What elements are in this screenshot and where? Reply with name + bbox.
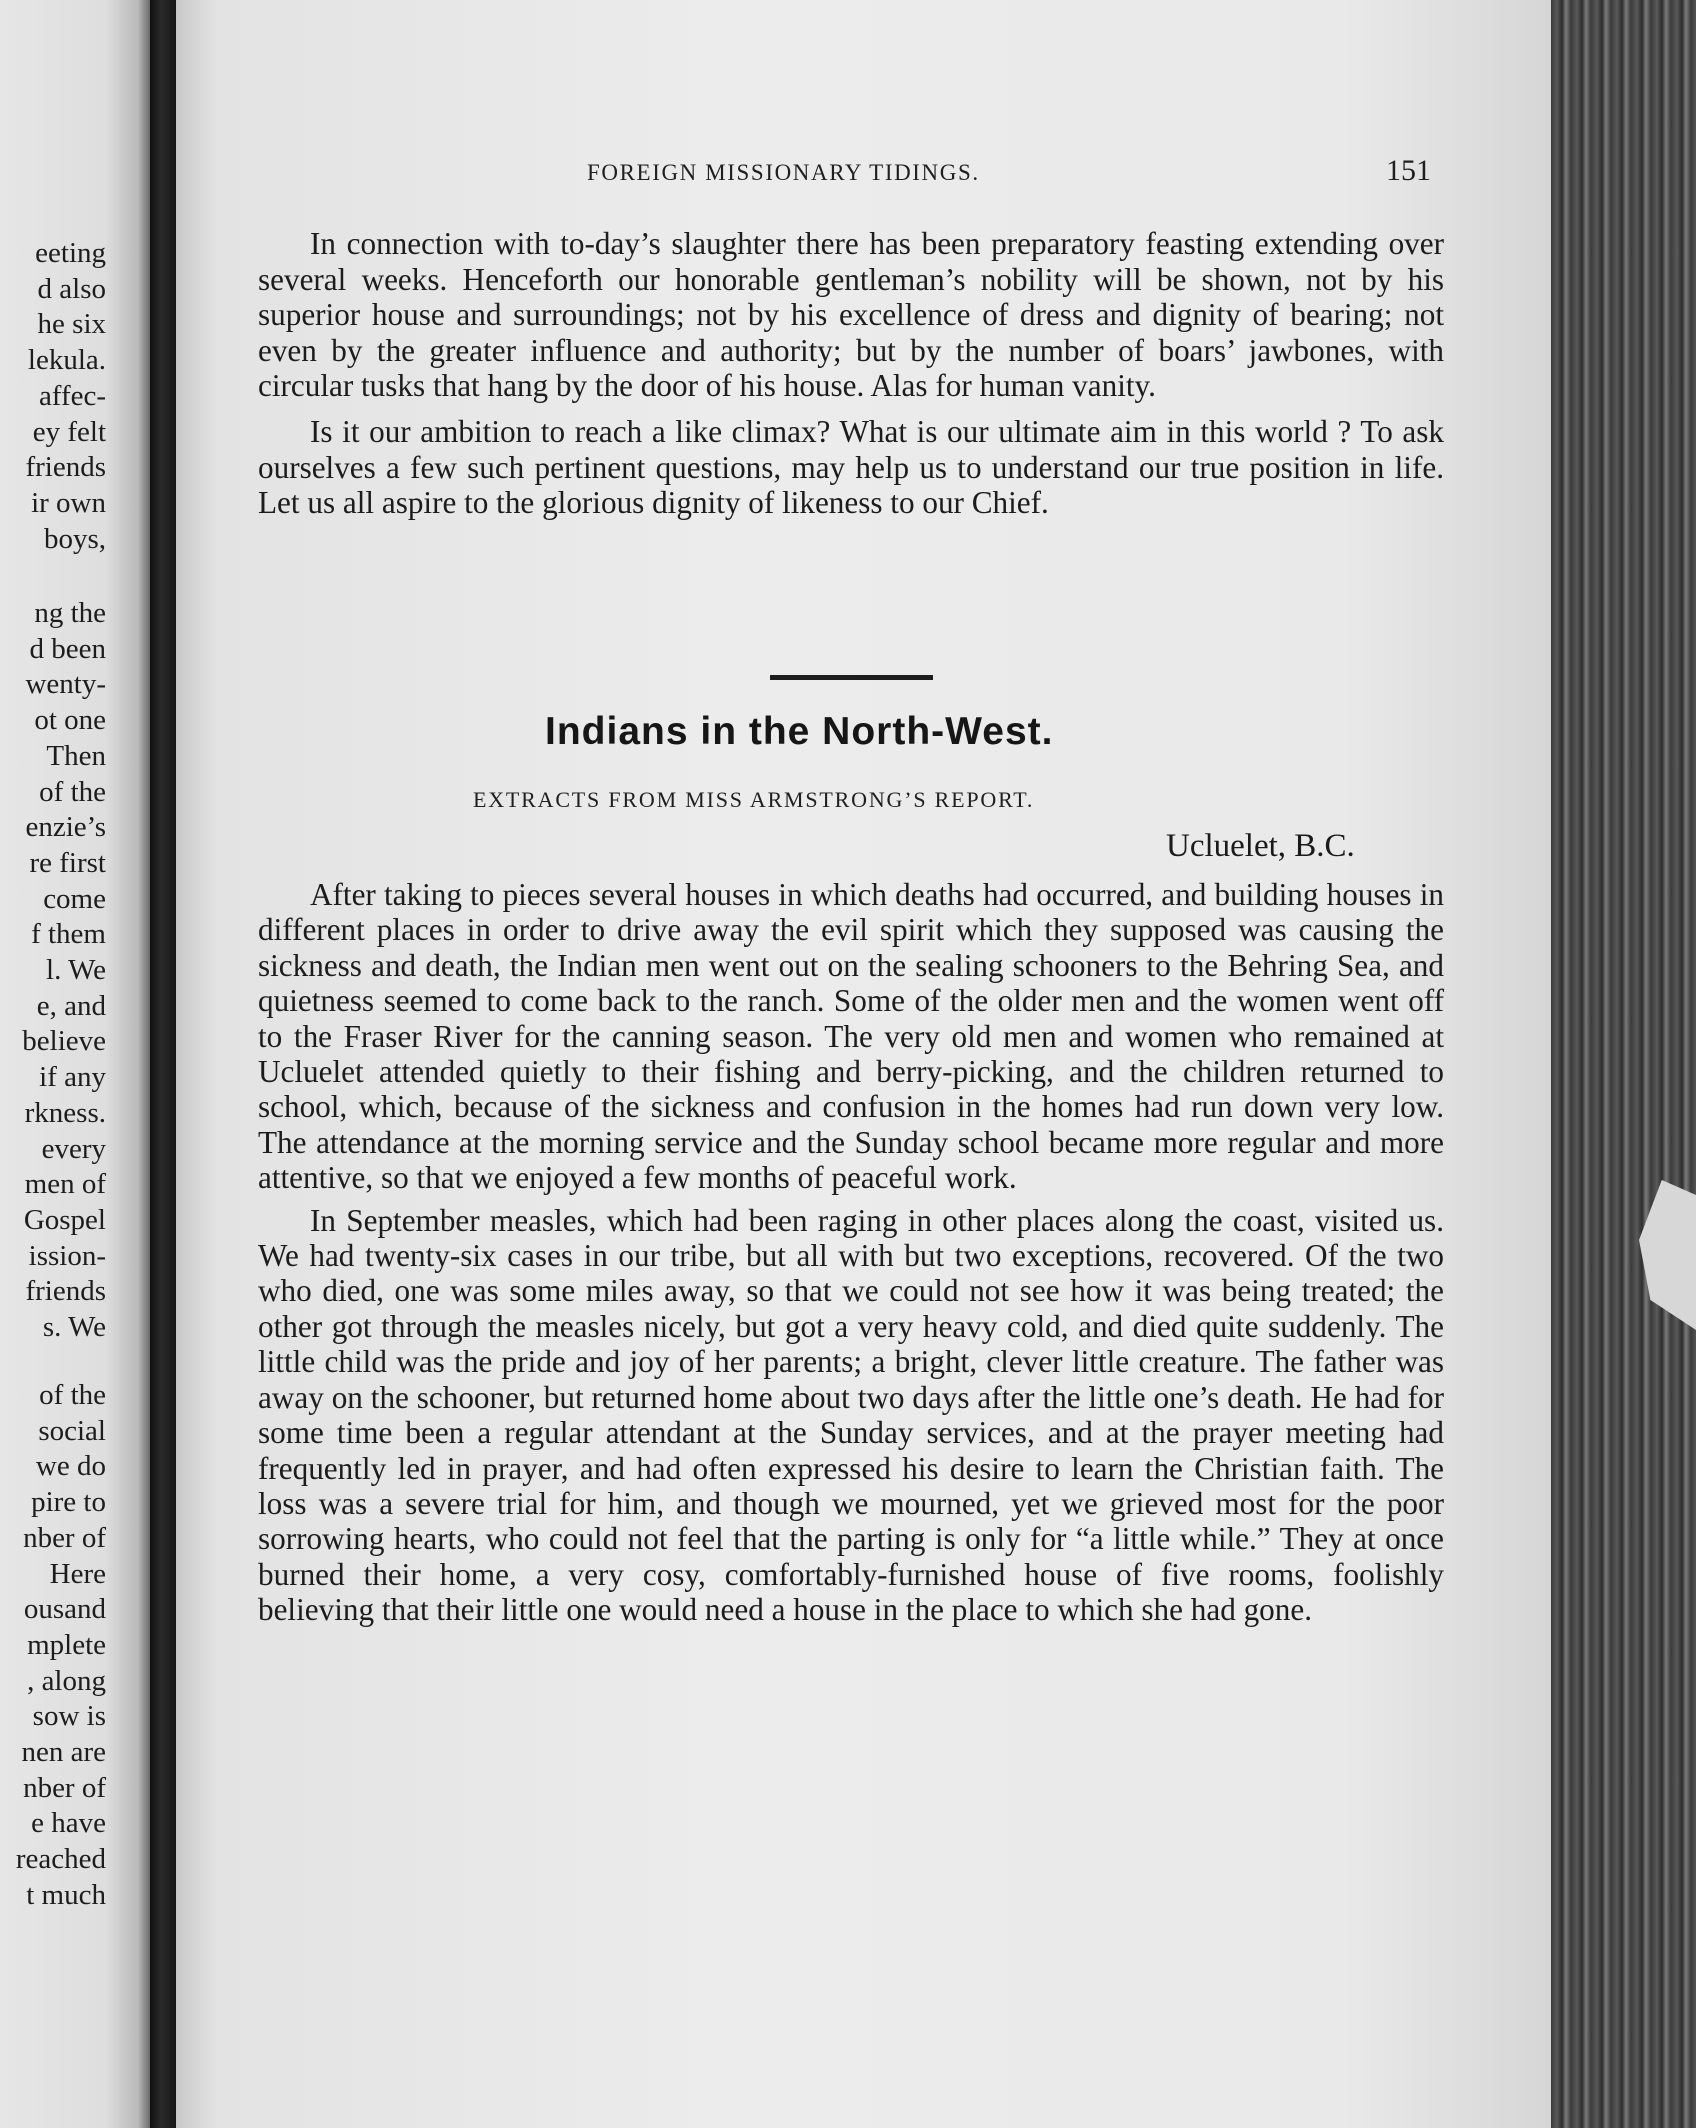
facing-page-fragment: lekula.: [27, 344, 106, 377]
facing-page-fragment: ot one: [34, 704, 106, 737]
section-divider: [770, 675, 933, 680]
paragraph: After taking to pieces several houses in which deaths had occurred, and building houses in different places in order to drive away the evil spirit which they supposed was causing the sickness and death, the Indian men went out on the sealing schooners to the Behring Sea, and quietness seemed to come back to the ranch. Some of the older men and the women went off to the Fraser River for the canning season. The very old men and women who remained at Ucluelet attended quietly to their fishing and berry-picking, and the children returned to school, which, because of the sickness and confusion in the homes had run down very low. The attendance at the morning service and the Sunday school became more regular and more attentive, so that we enjoyed a few months of peaceful work.: [258, 877, 1444, 1196]
dateline: Ucluelet, B.C.: [1166, 828, 1355, 864]
facing-page-fragment: every: [41, 1132, 106, 1165]
facing-page-fragment: ousand: [23, 1593, 106, 1626]
facing-page-fragment: nber of: [23, 1771, 106, 1804]
paragraph: Is it our ambition to reach a like climax? What is our ultimate aim in this world ? To ask ourselves a few such pertinent questions, may help us to understand our true position in life. Let us all aspire to the glorious dignity of likeness to our Chief.: [258, 413, 1444, 521]
facing-page-fragment: we do: [35, 1450, 106, 1483]
article-title: Indians in the North-West.: [545, 710, 1054, 753]
facing-page-fragment: d been: [29, 632, 106, 665]
facing-page-fragment: Here: [49, 1557, 106, 1590]
facing-page-fragment: of the: [39, 775, 106, 808]
facing-page-fragment: believe: [22, 1025, 106, 1058]
facing-page-fragment: reached: [15, 1843, 106, 1876]
facing-page-fragment: friends: [25, 451, 106, 484]
article-subtitle: EXTRACTS FROM MISS ARMSTRONG’S REPORT.: [473, 787, 1035, 812]
facing-page-fragment: of the: [39, 1379, 106, 1411]
facing-page-fragment: he six: [37, 308, 106, 341]
paragraph: In connection with to-day’s slaughter there has been preparatory feasting extending over several weeks. Henceforth our honorable gentleman’s nobility will be shown, not by his superior house and surroundings; not by his excellence of dress and dignity of bearing; not even by the greater influence and authority; but by the number of boars’ jawbones, with circular tusks that hang by the door of his house. Alas for human vanity.: [258, 226, 1444, 404]
facing-page-fragment: ission-: [28, 1239, 106, 1272]
facing-page-fragment: sow is: [32, 1700, 106, 1733]
facing-page-fragment: , along: [27, 1664, 106, 1697]
facing-page-fragment: s. We: [42, 1311, 106, 1343]
facing-page: [0, 0, 150, 2128]
facing-page-fragment: nen are: [21, 1736, 106, 1768]
facing-page-fragment: e, and: [36, 989, 106, 1022]
facing-page-fragment: affec-: [38, 379, 106, 412]
facing-page-fragment: nber of: [23, 1521, 106, 1554]
facing-page-fragment: rkness.: [24, 1096, 106, 1129]
facing-page-fragment: if any: [39, 1061, 106, 1094]
page-edges: [1551, 0, 1696, 2128]
facing-page-fragment: eeting: [35, 237, 106, 269]
facing-page-fragment: Then: [46, 739, 106, 772]
facing-page-fragment: e have: [31, 1807, 106, 1840]
facing-page-fragment: mplete: [27, 1628, 106, 1661]
facing-page-fragment: come: [43, 882, 106, 915]
facing-page-fragment: pire to: [31, 1486, 106, 1519]
book-gutter: [150, 0, 178, 2128]
facing-page-fragment: ng the: [34, 597, 106, 629]
article-body: [258, 877, 1444, 1635]
facing-page-fragment: boys,: [43, 522, 106, 555]
torn-edge: [1639, 1180, 1696, 1330]
facing-page-fragment: l. We: [46, 954, 106, 986]
facing-page-fragment: enzie’s: [25, 811, 106, 844]
paragraph: In September measles, which had been raging in other places along the coast, visited us. We had twenty-six cases in our tribe, but all with but two exceptions, recovered. Of the two who died, one was some miles away, so that we could not see how it was being treated; the other got through the measles nicely, but got a very heavy cold, and died quite suddenly. The little child was the pride and joy of her parents; a bright, clever little creature. The father was away on the schooner, but returned home about two days after the little one’s death. He had for some time been a regular attendant at the Sunday services, and at the prayer meeting had frequently led in prayer, and had often expressed his desire to learn the Christian faith. The loss was a severe trial for him, and though we mourned, yet we grieved most for the poor sorrowing hearts, who could not feel that the parting is only for “a little while.” They at once burned their home, a very cosy, comfortably-furnished house of five rooms, foolishly believing that their little one would need a house in the place to which she had gone.: [258, 1202, 1444, 1628]
facing-page-fragment: social: [38, 1414, 106, 1447]
running-title: FOREIGN MISSIONARY TIDINGS.: [587, 160, 980, 185]
facing-page-fragment: men of: [24, 1168, 106, 1201]
facing-page-fragment: ey felt: [32, 415, 106, 448]
facing-page-fragment: ir own: [31, 486, 106, 519]
page-number: 151: [1386, 154, 1431, 187]
facing-page-fragment: t much: [26, 1878, 106, 1911]
facing-page-fragment: friends: [25, 1275, 106, 1308]
facing-page-fragment: Gospel: [23, 1203, 106, 1236]
facing-page-fragment: re first: [29, 846, 106, 879]
facing-page-fragment: f them: [31, 918, 106, 951]
facing-page-fragment: wenty-: [25, 668, 106, 701]
opening-text: [258, 226, 1444, 531]
facing-page-fragment: d also: [37, 272, 106, 305]
